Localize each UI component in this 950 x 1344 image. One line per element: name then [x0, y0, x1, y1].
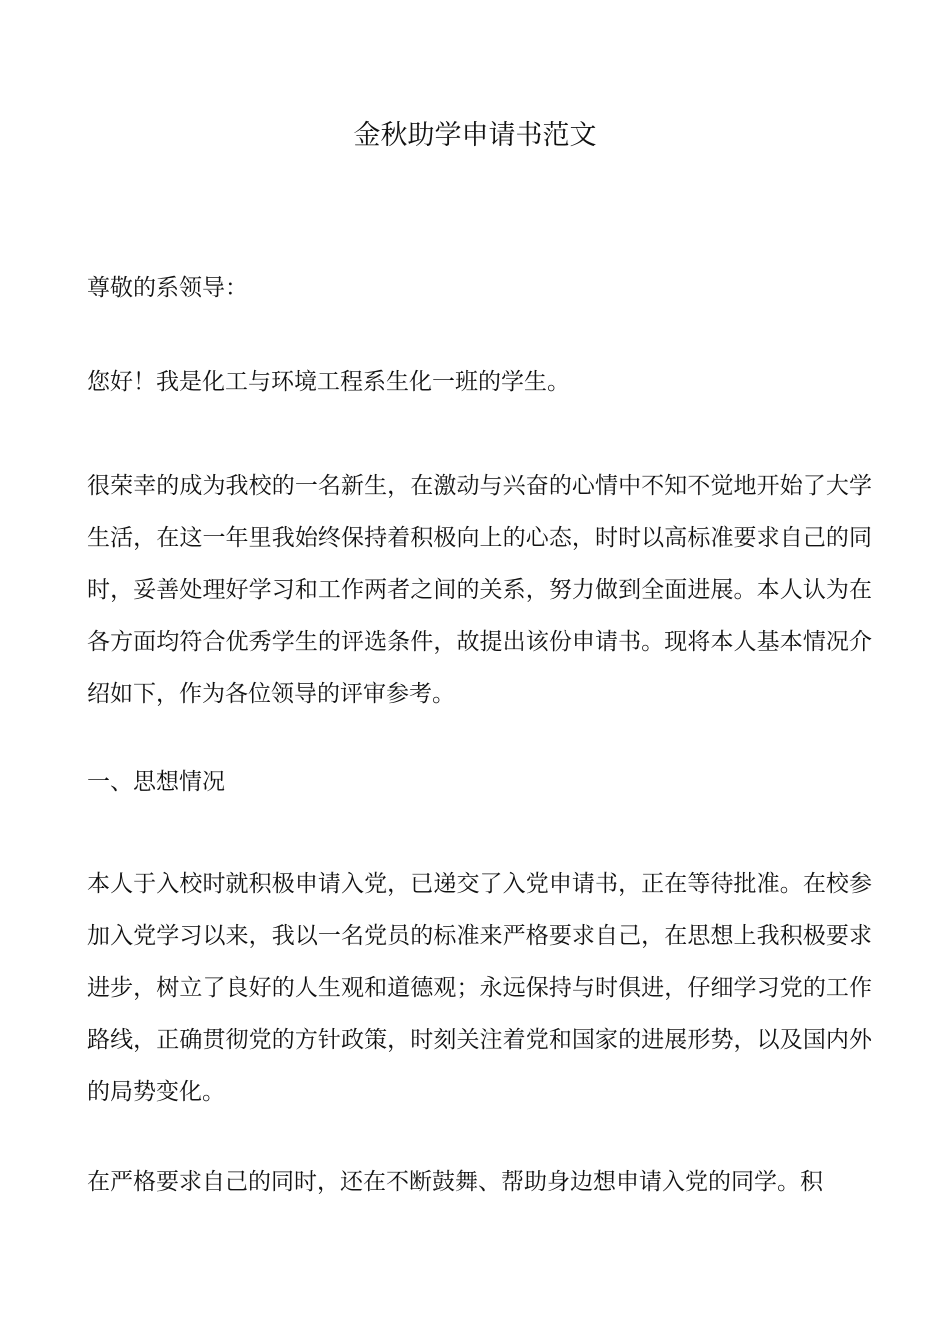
section-body-paragraph-continued: 在严格要求自己的同时，还在不断鼓舞、帮助身边想申请入党的同学。积 [87, 1169, 823, 1195]
section-heading-ideology: 一、思想情况 [87, 769, 225, 795]
section-body-paragraph: 本人于入校时就积极申请入党，已递交了入党申请书，正在等待批准。在校参加入党学习以来，我以一名党员的标准来严格要求自己，在思想上我积极要求进步，树立了良好的人生观和道德观；永远保持与时俱进，仔细学习党的工作路线，正确贯彻党的方针政策，时刻关注着党和国家的进展形势，以及国内外的局势变化。 [87, 871, 872, 1105]
salutation: 尊敬的系领导： [87, 275, 248, 301]
greeting-paragraph: 您好！我是化工与环境工程系生化一班的学生。 [87, 369, 570, 395]
intro-paragraph: 很荣幸的成为我校的一名新生，在激动与兴奋的心情中不知不觉地开始了大学生活，在这一年里我始终保持着积极向上的心态，时时以高标准要求自己的同时，妥善处理好学习和工作两者之间的关系，努力做到全面进展。本人认为在各方面均符合优秀学生的评选条件，故提出该份申请书。现将本人基本情况介绍如下，作为各位领导的评审参考。 [87, 473, 872, 707]
document-title: 金秋助学申请书范文 [353, 120, 597, 151]
